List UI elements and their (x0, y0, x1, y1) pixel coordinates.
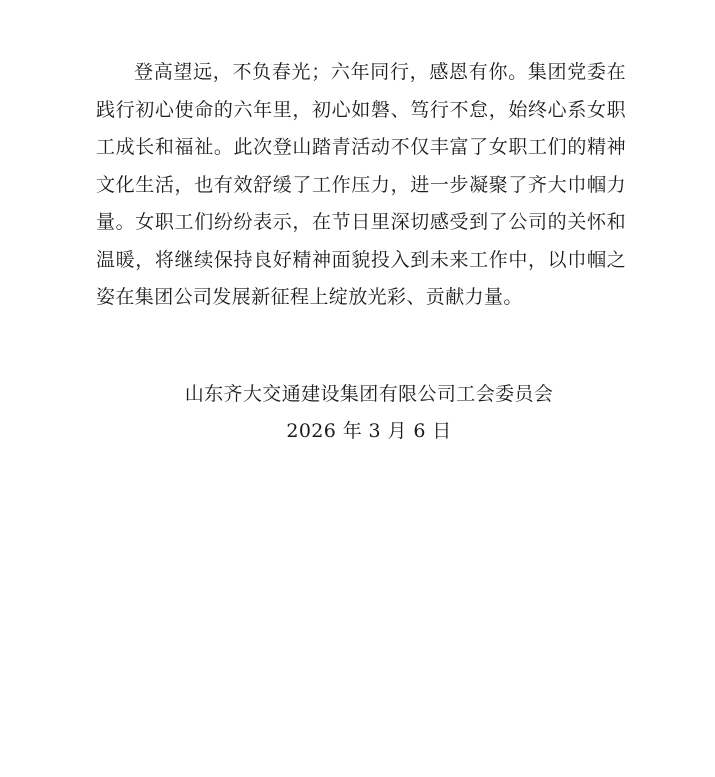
body-paragraph: 登高望远，不负春光；六年同行，感恩有你。集团党委在践行初心使命的六年里，初心如磐、笃行不怠，始终心系女职工成长和福祉。此次登山踏青活动不仅丰富了女职工们的精神文化生活，也有效舒缓了工作压力，进一步凝聚了齐大巾帼力量。女职工们纷纷表示，在节日里深切感受到了公司的关怀和温暖，将继续保持良好精神面貌投入到未来工作中，以巾帼之姿在集团公司发展新征程上绽放光彩、贡献力量。 (96, 61, 626, 308)
signature-organization: 山东齐大交通建设集团有限公司工会委员会 (184, 383, 554, 405)
signature-block (96, 376, 626, 450)
signature-date: 2026 年 3 月 6 日 (286, 420, 452, 442)
